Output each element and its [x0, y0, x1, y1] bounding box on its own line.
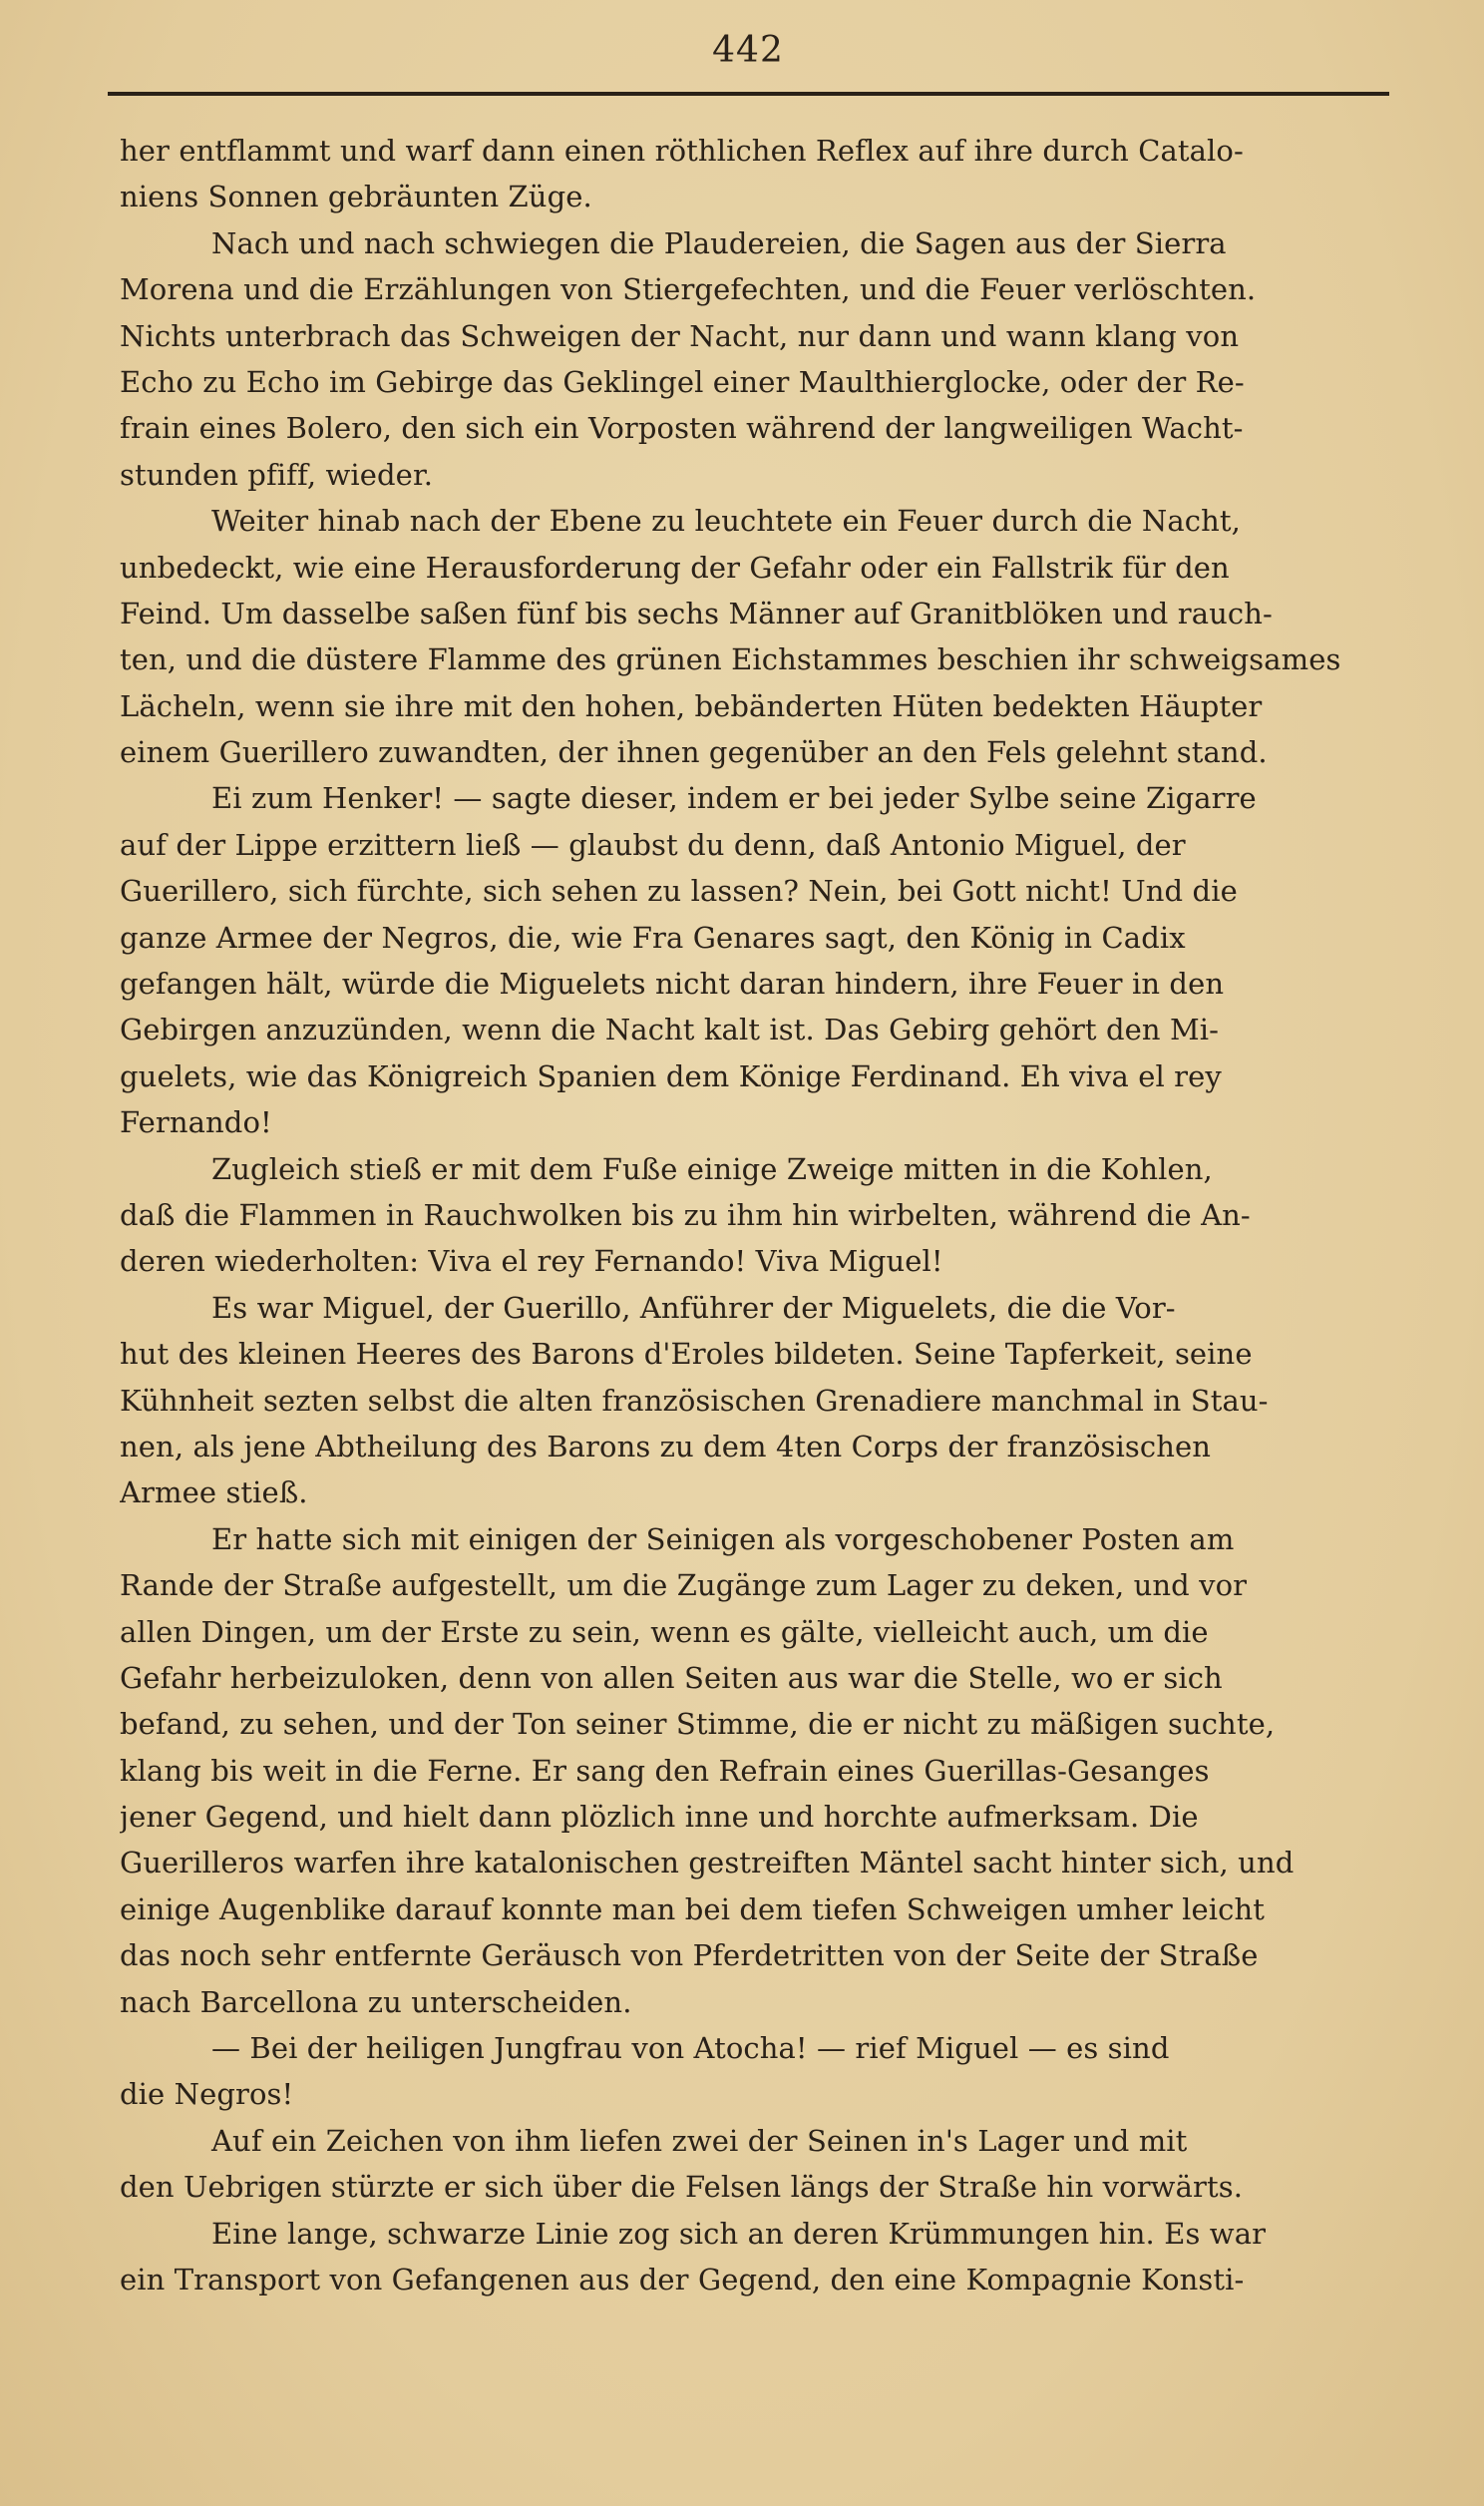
text-line: — Bei der heiligen Jungfrau von Atocha! — rief Miguel — es sind — [211, 2031, 1170, 2066]
text-line: deren wiederholten: Viva el rey Fernando! Viva Miguel! — [120, 1244, 943, 1279]
text-line: Nichts unterbrach das Schweigen der Nacht, nur dann und wann klang von — [120, 318, 1240, 353]
text-line: einige Augenblike darauf konnte man bei dem tiefen Schweigen umher leicht — [120, 1891, 1266, 1926]
text-line: Zugleich stieß er mit dem Fuße einige Zweige mitten in die Kohlen, — [211, 1151, 1213, 1186]
text-line: Er hatte sich mit einigen der Seinigen als vorgeschobener Posten am — [211, 1521, 1235, 1556]
text-line: Morena und die Erzählungen von Stiergefechten, und die Feuer verlöschten. — [120, 272, 1257, 307]
text-line: Ei zum Henker! — sagte dieser, indem er bei jeder Sylbe seine Zigarre — [211, 781, 1257, 816]
text-line: hut des kleinen Heeres des Barons d'Eroles bildeten. Seine Tapferkeit, seine — [120, 1337, 1253, 1372]
text-line: unbedeckt, wie eine Herausforderung der Gefahr oder ein Fallstrik für den — [120, 550, 1230, 585]
text-line: Feind. Um dasselbe saßen fünf bis sechs Männer auf Granitblöken und rauch- — [120, 596, 1273, 630]
text-line: Es war Miguel, der Guerillo, Anführer der Miguelets, die die Vor- — [211, 1290, 1176, 1325]
text-line: gefangen hält, würde die Miguelets nicht daran hindern, ihre Feuer in den — [120, 967, 1225, 1002]
text-line: Gefahr herbeizuloken, denn von allen Seiten aus war die Stelle, wo er sich — [120, 1660, 1223, 1695]
text-line: Rande der Straße aufgestellt, um die Zugänge zum Lager zu deken, und vor — [120, 1568, 1248, 1603]
text-line: niens Sonnen gebräunten Züge. — [120, 180, 592, 214]
text-line: ein Transport von Gefangenen aus der Gegend, den eine Kompagnie Konsti- — [120, 2262, 1245, 2297]
text-line: das noch sehr entfernte Geräusch von Pferdetritten von der Seite der Straße — [120, 1938, 1259, 1973]
text-line: stunden pfiff, wieder. — [120, 457, 434, 492]
text-line: Gebirgen anzuzünden, wenn die Nacht kalt ist. Das Gebirg gehört den Mi- — [120, 1013, 1220, 1047]
text-line: her entflammt und warf dann einen röthlichen Reflex auf ihre durch Catalo- — [120, 134, 1244, 168]
text-line: Auf ein Zeichen von ihm liefen zwei der Seinen in's Lager und mit — [211, 2123, 1188, 2158]
text-line: Nach und nach schwiegen die Plaudereien, die Sagen aus der Sierra — [211, 225, 1227, 260]
text-line: Echo zu Echo im Gebirge das Geklingel einer Maulthierglocke, oder der Re- — [120, 364, 1245, 399]
text-line: Guerilleros warfen ihre katalonischen gestreiften Mäntel sacht hinter sich, und — [120, 1846, 1295, 1880]
text-line: Lächeln, wenn sie ihre mit den hohen, bebänderten Hüten bedekten Häupter — [120, 688, 1263, 723]
text-line: auf der Lippe erzittern ließ — glaubst du denn, daß Antonio Miguel, der — [120, 827, 1186, 862]
text-line: frain eines Bolero, den sich ein Vorposten während der langweiligen Wacht- — [120, 411, 1244, 446]
text-line: ten, und die düstere Flamme des grünen Eichstammes beschien ihr schweigsames — [120, 642, 1341, 677]
text-line: Armee stieß. — [120, 1475, 308, 1510]
body-text — [120, 128, 1396, 2302]
text-line: klang bis weit in die Ferne. Er sang den Refrain eines Guerillas-Gesanges — [120, 1753, 1210, 1788]
text-line: Fernando! — [120, 1105, 272, 1140]
text-line: Guerillero, sich fürchte, sich sehen zu lassen? Nein, bei Gott nicht! Und die — [120, 874, 1238, 909]
text-line: daß die Flammen in Rauchwolken bis zu ihm hin wirbelten, während die An- — [120, 1197, 1251, 1232]
text-line: befand, zu sehen, und der Ton seiner Stimme, die er nicht zu mäßigen suchte, — [120, 1707, 1276, 1742]
page-number: 442 — [712, 30, 784, 71]
text-line: die Negros! — [120, 2077, 294, 2112]
text-line: jener Gegend, und hielt dann plözlich inne und horchte aufmerksam. Die — [120, 1800, 1199, 1835]
text-line: nen, als jene Abtheilung des Barons zu dem 4ten Corps der französischen — [120, 1429, 1212, 1463]
text-line: allen Dingen, um der Erste zu sein, wenn es gälte, vielleicht auch, um die — [120, 1614, 1209, 1649]
text-line: den Uebrigen stürzte er sich über die Felsen längs der Straße hin vorwärts. — [120, 2170, 1244, 2205]
header-rule — [108, 92, 1389, 96]
text-line: Kühnheit sezten selbst die alten französischen Grenadiere manchmal in Stau- — [120, 1383, 1269, 1418]
text-line: ganze Armee der Negros, die, wie Fra Genares sagt, den König in Cadix — [120, 920, 1186, 955]
text-line: einem Guerillero zuwandten, der ihnen gegenüber an den Fels gelehnt stand. — [120, 735, 1268, 770]
text-line: nach Barcellona zu unterscheiden. — [120, 1984, 632, 2019]
text-line: Eine lange, schwarze Linie zog sich an deren Krümmungen hin. Es war — [211, 2216, 1267, 2251]
text-line: guelets, wie das Königreich Spanien dem Könige Ferdinand. Eh viva el rey — [120, 1058, 1222, 1093]
text-line: Weiter hinab nach der Ebene zu leuchtete ein Feuer durch die Nacht, — [211, 504, 1241, 539]
